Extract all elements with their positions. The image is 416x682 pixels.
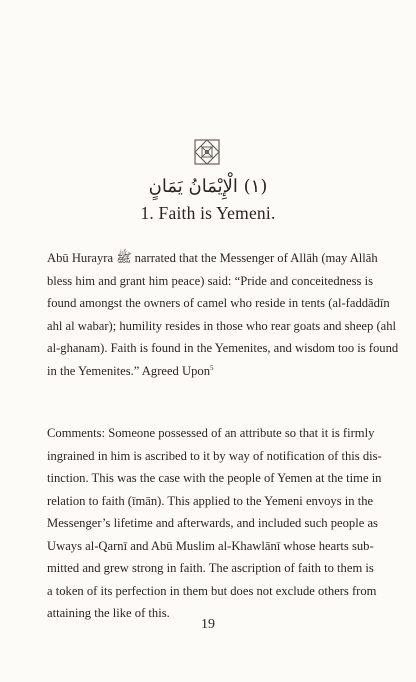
hadith-line-text: in the Yemenites.” Agreed Upon — [47, 363, 210, 378]
comment-line: tinction. This was the case with the people of Yemen at the time in — [47, 471, 382, 485]
comment-line: Comments: Someone possessed of an attribute so that it is firmly — [47, 426, 375, 440]
hadith-paragraph — [47, 247, 399, 382]
chapter-heading-arabic: (١) الْإِيْمَانُ يَمَانٍ — [148, 176, 268, 197]
comment-line: ingrained in him is ascribed to it by way of notification of this dis- — [47, 448, 382, 463]
comment-line: Uways al-Qarnī and Abū Muslim al-Khawlānī whose hearts sub- — [47, 538, 374, 553]
comment-line: Messenger’s lifetime and afterwards, and included such people as — [47, 516, 378, 530]
hadith-line: bless him and grant him peace) said: “Pride and conceitedness is — [47, 273, 373, 288]
comment-line: mitted and grew strong in faith. The ascription of faith to them is — [47, 561, 374, 575]
footnote-marker: 5 — [210, 363, 214, 372]
hadith-line — [47, 360, 373, 383]
page-number: 19 — [201, 617, 215, 632]
comment-line: attaining the like of this. — [47, 606, 170, 620]
comments-paragraph — [47, 422, 382, 625]
hadith-line: Abū Hurayra ﷺ narrated that the Messenger of Allāh (may Allāh — [47, 251, 378, 265]
hadith-line: ahl al wabar); humility resides in those who rear goats and sheep (ahl — [47, 318, 397, 333]
hadith-line: al-ghanam). Faith is found in the Yemenites, and wisdom too is found — [47, 341, 399, 355]
hadith-line: found amongst the owners of camel who reside in tents (al-faddādīn — [47, 296, 390, 310]
knot-ornament-icon — [193, 138, 221, 166]
comment-line: a token of its perfection in them but does not exclude others from — [47, 583, 377, 598]
chapter-heading-english: 1. Faith is Yemeni. — [140, 203, 276, 223]
comment-line: relation to faith (īmān). This applied to the Yemeni envoys in the — [47, 493, 374, 508]
